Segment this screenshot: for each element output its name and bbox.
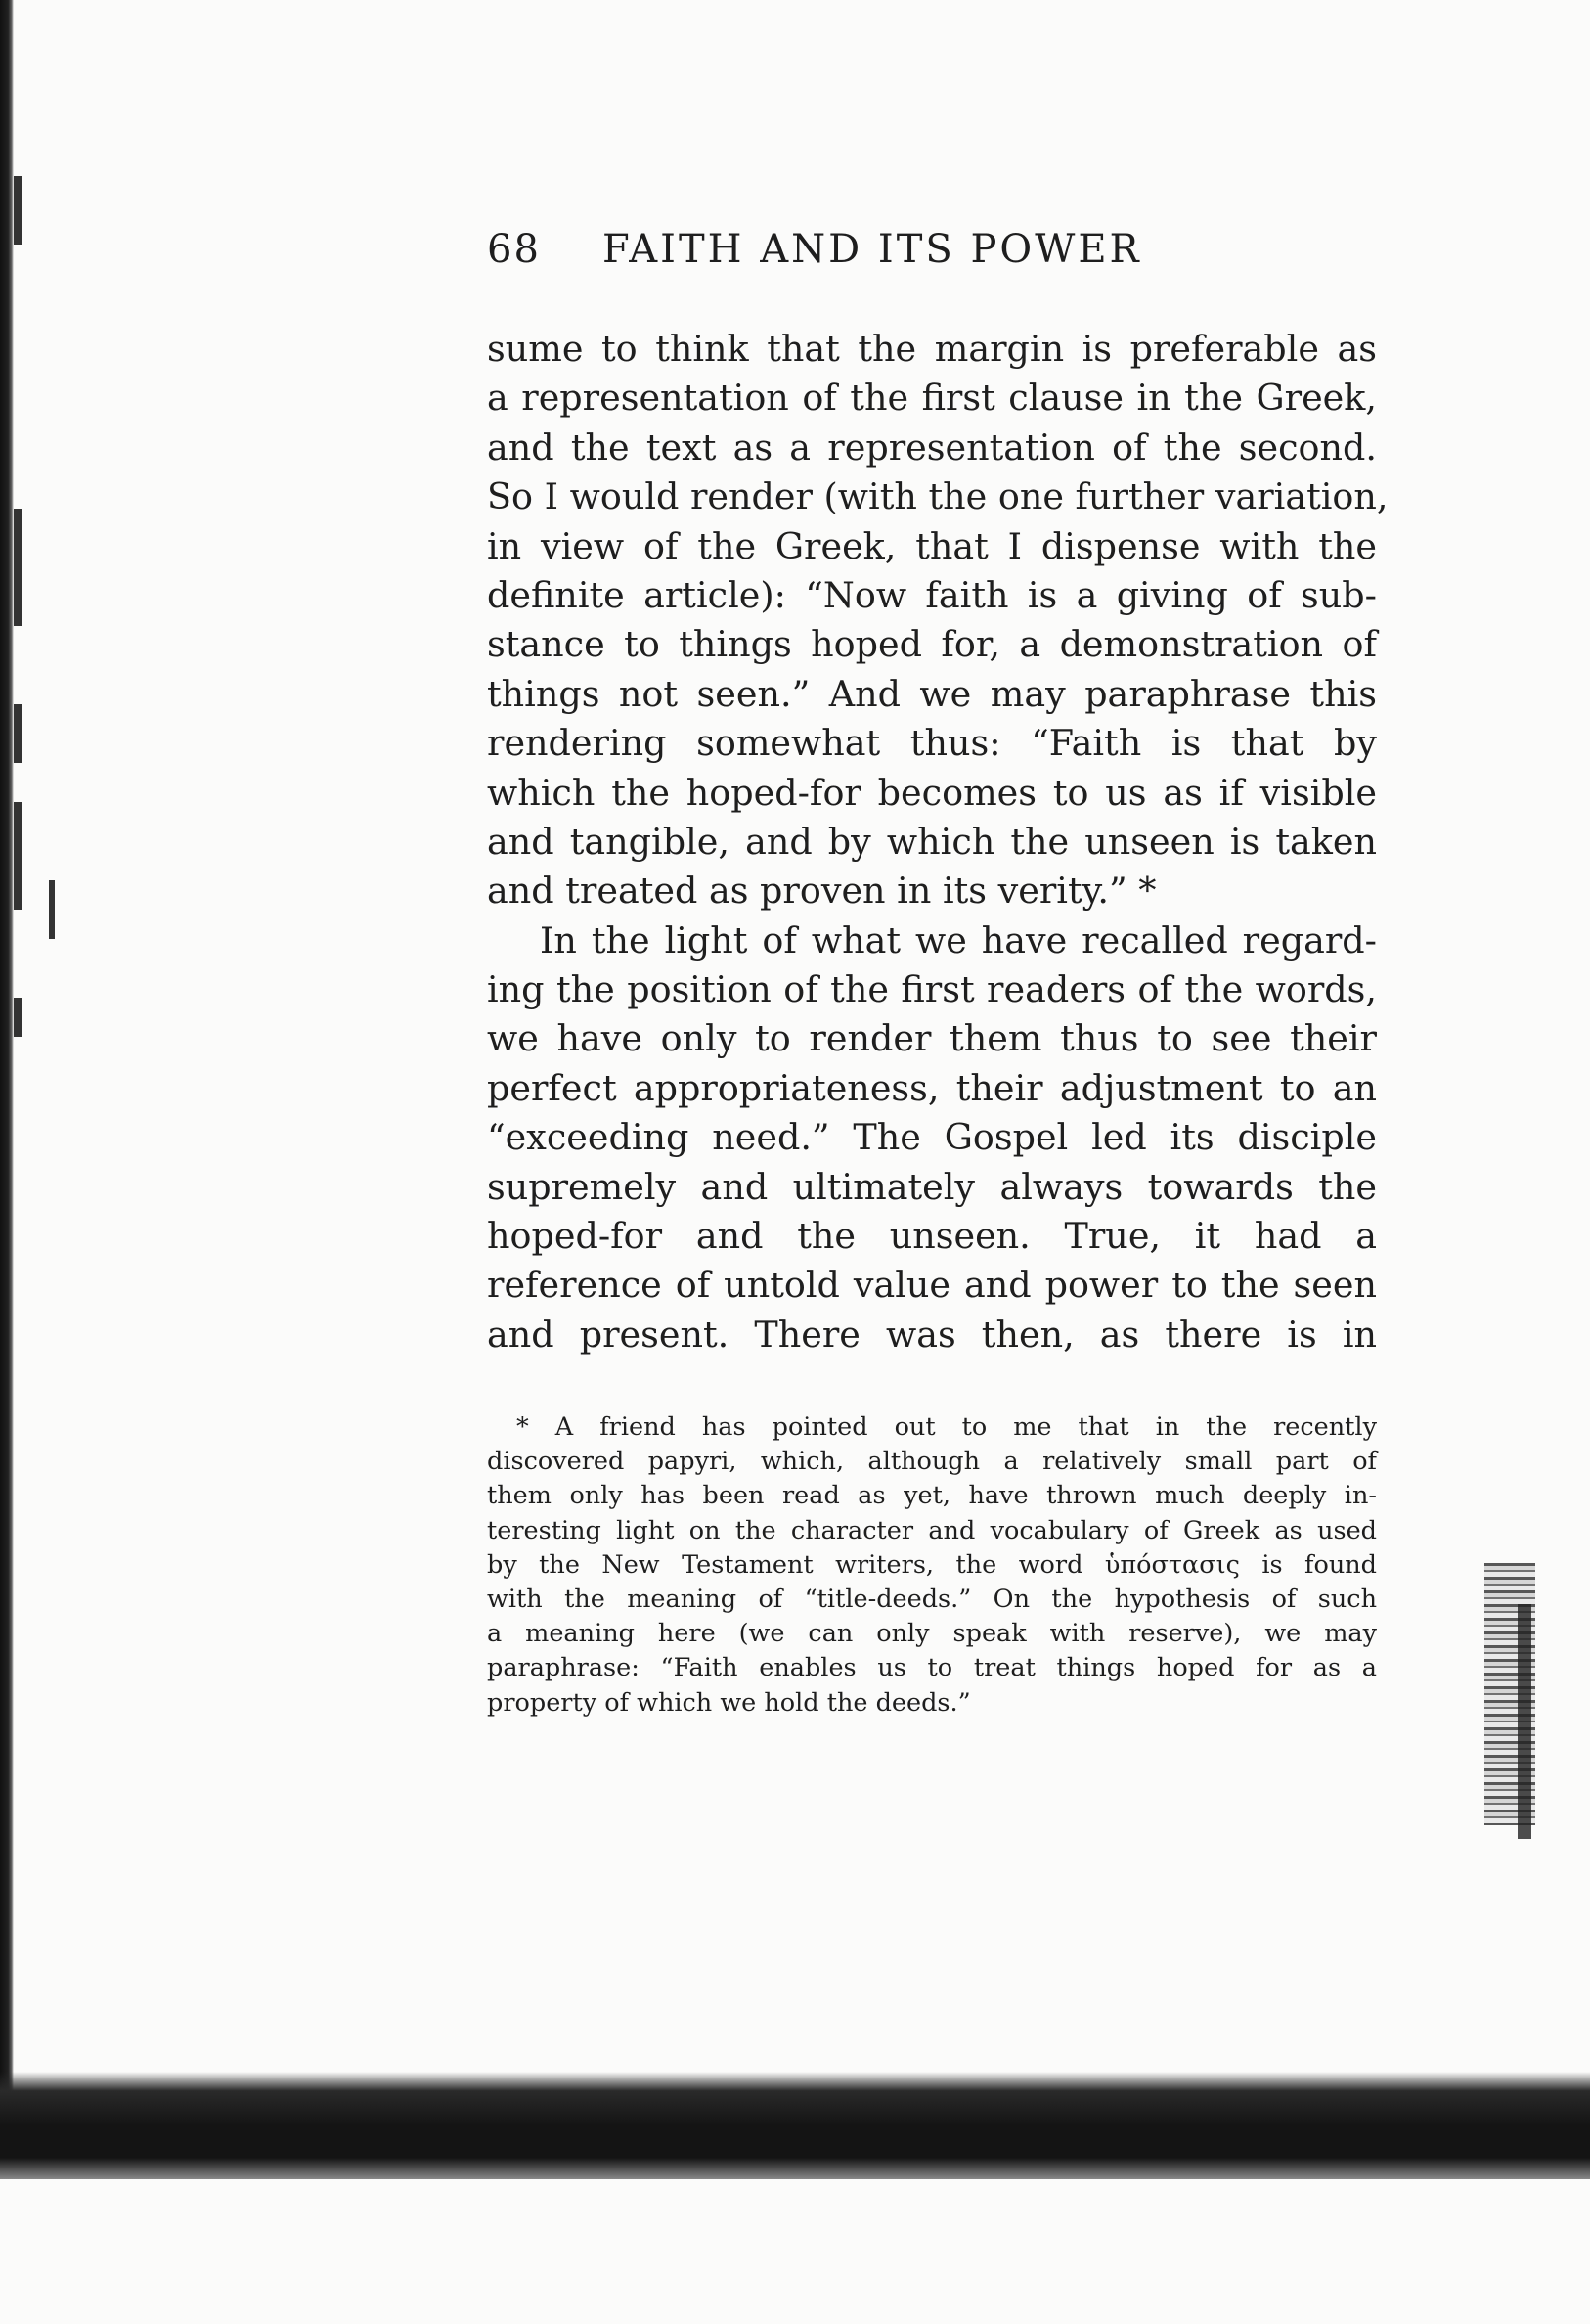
- body-line: and the text as a representation of the second.: [487, 425, 1377, 469]
- scan-left-edge-shadow: [0, 0, 14, 2324]
- footnote-line: * A friend has pointed out to me that in the recently: [516, 1412, 1377, 1442]
- scan-edge-mark: [14, 802, 22, 910]
- scan-edge-mark: [14, 176, 22, 245]
- body-line: and present. There was then, as there is in: [487, 1313, 1377, 1356]
- body-line: reference of untold value and power to the seen: [487, 1264, 1377, 1307]
- body-line: a representation of the first clause in the Greek,: [487, 377, 1377, 420]
- footnote-line: paraphrase: “Faith enables us to treat things hoped for as a: [487, 1653, 1377, 1683]
- body-text: [487, 325, 1389, 1360]
- body-line: In the light of what we have recalled regard-: [540, 918, 1377, 961]
- footnote-line: teresting light on the character and vocabulary of Greek as used: [487, 1515, 1377, 1545]
- footnote-line: discovered papyri, which, although a relatively small part of: [487, 1447, 1377, 1477]
- scan-edge-mark: [14, 998, 22, 1037]
- running-head: FAITH AND ITS POWER: [602, 227, 1142, 272]
- body-line: things not seen.” And we may paraphrase this: [487, 672, 1377, 715]
- page-header: [487, 227, 1230, 286]
- body-line: hoped-for and the unseen. True, it had a: [487, 1215, 1377, 1258]
- footnote-line: them only has been read as yet, have thrown much deeply in-: [487, 1481, 1377, 1511]
- scan-bottom-margin: [0, 2179, 1590, 2324]
- body-line: ing the position of the first readers of the words,: [487, 968, 1377, 1011]
- body-line: which the hoped-for becomes to us as if visible: [487, 771, 1377, 814]
- body-line: in view of the Greek, that I dispense with the: [487, 524, 1377, 567]
- body-line: So I would render (with the one further variation,: [487, 475, 1389, 518]
- scan-bottom-edge-shadow: [0, 2072, 1590, 2179]
- body-line: rendering somewhat thus: “Faith is that by: [487, 722, 1377, 765]
- body-line: sume to think that the margin is preferable as: [487, 328, 1377, 370]
- scan-right-edge-mark: [1518, 1604, 1531, 1839]
- footnote-line: with the meaning of “title-deeds.” On the hypothesis of such: [487, 1584, 1377, 1614]
- footnote-line: a meaning here (we can only speak with reserve), we may: [487, 1619, 1377, 1649]
- body-line: supremely and ultimately always towards the: [487, 1165, 1377, 1208]
- body-line: perfect appropriateness, their adjustment to an: [487, 1066, 1377, 1109]
- body-line: and tangible, and by which the unseen is taken: [487, 820, 1377, 863]
- scan-edge-mark: [49, 880, 55, 939]
- body-line: “exceeding need.” The Gospel led its disciple: [487, 1116, 1377, 1159]
- body-line: we have only to render them thus to see their: [487, 1017, 1377, 1060]
- scan-edge-mark: [14, 509, 22, 626]
- page-number: 68: [487, 227, 541, 272]
- body-line: and treated as proven in its verity.” *: [487, 870, 1157, 913]
- footnote: [487, 1410, 1377, 1721]
- scan-edge-mark: [14, 704, 22, 763]
- footnote-line: by the New Testament writers, the word ὑπόστασις is found: [487, 1549, 1377, 1580]
- footnote-line: property of which we hold the deeds.”: [487, 1687, 971, 1718]
- body-line: definite article): “Now faith is a giving of sub-: [487, 573, 1377, 616]
- body-line: stance to things hoped for, a demonstration of: [487, 623, 1377, 666]
